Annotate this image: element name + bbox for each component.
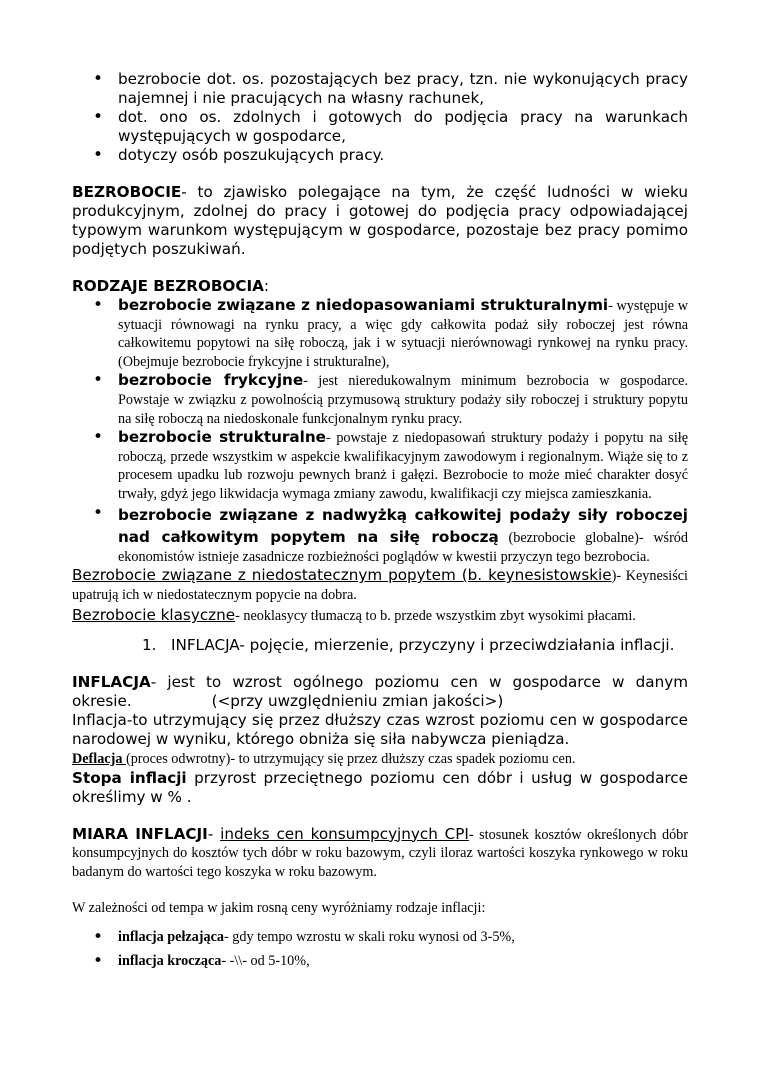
definition-term: BEZROBOCIE [72, 183, 182, 201]
intro-list [72, 70, 688, 165]
tempo-term: inflacja pełzająca [118, 928, 224, 945]
inflation-text: - jest to wzrost ogólnego poziomu cen w gospodarce w danym okresie. [72, 672, 688, 710]
section-heading [72, 636, 688, 655]
tempo-intro: W zależności od tempa w jakim rosną ceny wyróżniamy rodzaje inflacji: [72, 900, 486, 917]
measure-index: indeks cen konsumpcyjnych CPI [220, 824, 469, 843]
section-number: 1. [142, 635, 157, 654]
measure-term: MIARA INFLACJI [72, 824, 208, 843]
list-item [72, 504, 688, 567]
keynes-text: )- Keynesiści upatrują ich w niedostatecznym popycie na dobra. [72, 568, 688, 603]
rate-term: Stopa inflacji [72, 768, 187, 787]
list-item [72, 928, 688, 947]
type-text: (bezrobocie globalne)- wśród ekonomistów istnieje zasadnicze rozbieżności poglądów w kwestii przyczyn tego bezrobocia. [118, 529, 688, 565]
inflation-definition [72, 673, 688, 711]
rate-paragraph [72, 769, 688, 807]
inflation-line2: Inflacja-to utrzymujący się przez dłuższy czas wzrost poziomu cen w gospodarce narodowej w wyniku, którego obniża się siła nabywcza pieniądza. [72, 710, 688, 748]
type-text: - jest nieredukowalnym minimum bezrobocia w gospodarce. Powstaje w związku z powolnością przymusową struktury podaży siły roboczej i struktury popytu na siłę roboczą na niedoskonale funkcjonalnym rynku pracy. [118, 373, 688, 427]
types-heading-colon: : [263, 277, 270, 295]
tempo-term: inflacja krocząca [118, 953, 222, 970]
list-item [72, 296, 688, 371]
types-heading [72, 277, 688, 296]
classic-title: Bezrobocie klasyczne [72, 606, 236, 625]
list-item [72, 371, 688, 428]
classic-paragraph [72, 606, 688, 626]
document-page [72, 70, 688, 971]
definition-paragraph [72, 183, 688, 259]
list-item [72, 952, 688, 971]
measure-dash: - [207, 824, 221, 843]
measure-paragraph [72, 825, 688, 882]
tempo-text: - -\\- od 5-10%, [221, 953, 310, 970]
type-title: bezrobocie frykcyjne [118, 371, 304, 390]
definition-text: - to zjawisko polegające na tym, że część ludności w wieku produkcyjnym, zdolnej do pracy i gotowej do podjęcia pracy odpowiadającej typowym warunkom występującym w gospodarce, pozostaje bez pracy pomimo podjętych poszukiwań. [72, 183, 688, 258]
tempo-text: - gdy tempo wzrostu w skali roku wynosi od 3-5%, [223, 928, 515, 945]
section-title: INFLACJA- pojęcie, mierzenie, przyczyny i przeciwdziałania inflacji. [170, 635, 675, 654]
type-title: bezrobocie związane z nadwyżką całkowitej podaży siły roboczej nad całkowitym popytem na siłę roboczą [118, 505, 688, 546]
deflation-term: Deflacja [72, 750, 126, 767]
list-item: • bezrobocie dot. os. pozostających bez pracy, tzn. nie wykonujących pracy najemnej i nie pracujących na własny rachunek, [72, 70, 688, 108]
types-heading-text: RODZAJE BEZROBOCIA [72, 277, 264, 295]
type-title: bezrobocie strukturalne [118, 428, 326, 447]
type-text: - występuje w sytuacji równowagi na rynku pracy, a więc gdy całkowita podaż siły roboczej jest równa całkowitemu popytowi na siłę roboczą, jak i w sytuacji nierównowagi rynkowej na rynku pracy. (Obejmuje bezrobocie frykcyjne i strukturalne), [118, 298, 688, 370]
rate-text: przyrost przeciętnego poziomu cen dóbr i usług w gospodarce określimy w % . [72, 768, 688, 806]
inflation-term: INFLACJA [72, 672, 151, 691]
deflation-text: (proces odwrotny)- to utrzymujący się przez dłuższy czas spadek poziomu cen. [125, 750, 576, 767]
list-item: • dot. ono os. zdolnych i gotowych do podjęcia pracy na warunkach występujących w gospodarce, [72, 108, 688, 146]
inflation-note: (<przy uwzględnieniu zmian jakości>) [211, 691, 504, 710]
measure-text: - stosunek kosztów określonych dóbr konsumpcyjnych do kosztów tych dóbr w roku bazowym, czyli iloraz wartości koszyka rynkowego w roku badanym do wartości tego koszyka w roku bazowym. [72, 826, 688, 880]
tempo-list [72, 928, 688, 971]
keynes-paragraph [72, 566, 688, 604]
type-text: - powstaje z niedopasowań struktury podaży i popytu na siłę roboczą, przede wszystkim w aspekcie kwalifikacyjnym zawodowym i regionalnym. Wiąże się to z procesem upadku lub rozwoju pewnych branż i gałęzi. Bezrobocie to może mieć charakter dosyć trwały, gdyż jego likwidacja wymaga zmiany zawodu, kwalifikacji czy miejsca zamieszkania. [118, 430, 688, 502]
classic-text: - neoklasycy tłumaczą to b. przede wszystkim zbyt wysokimi płacami. [235, 608, 636, 625]
list-item: • dotyczy osób poszukujących pracy. [72, 146, 688, 165]
keynes-title: Bezrobocie związane z niedostatecznym popytem (b. keynesistowskie [72, 566, 612, 585]
types-list [72, 296, 688, 566]
deflation-paragraph [72, 750, 688, 769]
list-item [72, 428, 688, 503]
type-title: bezrobocie związane z niedopasowaniami strukturalnymi [118, 296, 609, 314]
